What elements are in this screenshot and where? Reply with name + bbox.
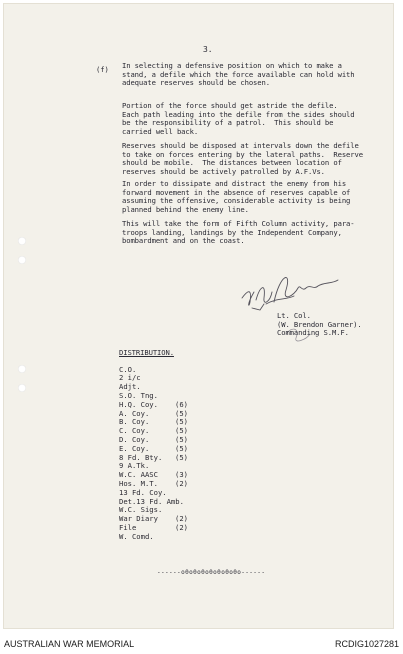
list-item: H.Q. Coy. (6) — [119, 399, 188, 409]
list-item: Det.13 Fd. Amb. — [119, 496, 184, 506]
item-label: (f) — [96, 65, 109, 74]
paragraph-2 — [122, 102, 377, 136]
archive-footer — [0, 637, 403, 654]
text-line: In order to dissipate and distract the enemy from his — [122, 179, 347, 188]
text-line: This will take the form of Fifth Column activity, para- — [122, 219, 355, 228]
punch-hole — [18, 237, 26, 245]
distribution-title: DISTRIBUTION. — [119, 348, 174, 357]
text-line: bombardment and on the coast. — [122, 236, 245, 246]
text-line: reserves should be actively patrolled by A.F.Vs. — [122, 166, 325, 176]
signatory-name: (W. Brendon Garner). — [277, 319, 362, 329]
list-item: A. Coy. (5) — [119, 408, 188, 418]
list-item: War Diary (2) — [119, 514, 188, 524]
text-line: be the responsibility of a patrol. This should be — [122, 118, 334, 128]
punch-hole — [18, 365, 26, 373]
end-mark: ------o0o0o0o0o0o0o0o------ — [157, 569, 266, 576]
list-item: W.C. AASC (3) — [119, 470, 188, 480]
text-line: adequate reserves should be chosen. — [122, 78, 270, 88]
text-line: Portion of the force should get astride the defile. — [122, 101, 338, 110]
text-line: stand, a defile which the force available can hold with — [122, 69, 355, 79]
text-line: In selecting a defensive position on which to make a — [122, 61, 342, 70]
signature-block — [277, 312, 362, 338]
archive-name: AUSTRALIAN WAR MEMORIAL — [4, 639, 135, 649]
paragraph-5 — [122, 220, 377, 246]
list-item: W.C. Sigs. — [119, 505, 163, 515]
text-line: to take on forces entering by the lateral paths. Reserve — [122, 149, 363, 159]
list-item: Adjt. — [119, 382, 141, 392]
text-line: Each path leading into the defile from the sides should — [122, 109, 355, 119]
signatory-title: Commanding S.M.F. — [277, 328, 349, 338]
text-line: troops landing, landings by the Independent Company, — [122, 227, 342, 237]
list-item: 8 Fd. Bty. (5) — [119, 452, 188, 462]
list-item: 9 A.Tk. — [119, 461, 150, 471]
punch-hole — [18, 384, 26, 392]
list-item: File (2) — [119, 522, 188, 532]
punch-hole — [18, 256, 26, 264]
text-line: forward movement in the absence of reserves capable of — [122, 187, 351, 197]
distribution-list — [119, 349, 188, 542]
signatory-rank: Lt. Col. — [277, 311, 311, 320]
text-line: assuming the offensive, considerable activity is being — [122, 196, 351, 206]
list-item: W. Comd. — [119, 531, 154, 541]
paragraph-4 — [122, 180, 377, 214]
paragraph-3 — [122, 142, 377, 176]
list-item: 2 i/c — [119, 373, 141, 383]
list-item: D. Coy. (5) — [119, 434, 188, 444]
record-id: RCDIG1027281 — [334, 639, 399, 649]
text-line: planned behind the enemy line. — [122, 204, 249, 214]
text-line: carried well back. — [122, 126, 199, 136]
text-line: Reserves should be disposed at intervals down the defile — [122, 141, 359, 150]
list-item: S.O. Tng. — [119, 390, 158, 400]
paragraph-1 — [122, 62, 377, 88]
list-item: 13 Fd. Coy. — [119, 487, 167, 497]
list-item: B. Coy. (5) — [119, 417, 188, 427]
list-item: C. Coy. (5) — [119, 426, 188, 436]
text-line: should be mobile. The distances between location of — [122, 158, 342, 168]
list-item: C.O. — [119, 364, 137, 374]
page-number: 3. — [203, 45, 213, 54]
list-item: Hos. M.T. (2) — [119, 478, 188, 488]
list-item: E. Coy. (5) — [119, 443, 188, 453]
